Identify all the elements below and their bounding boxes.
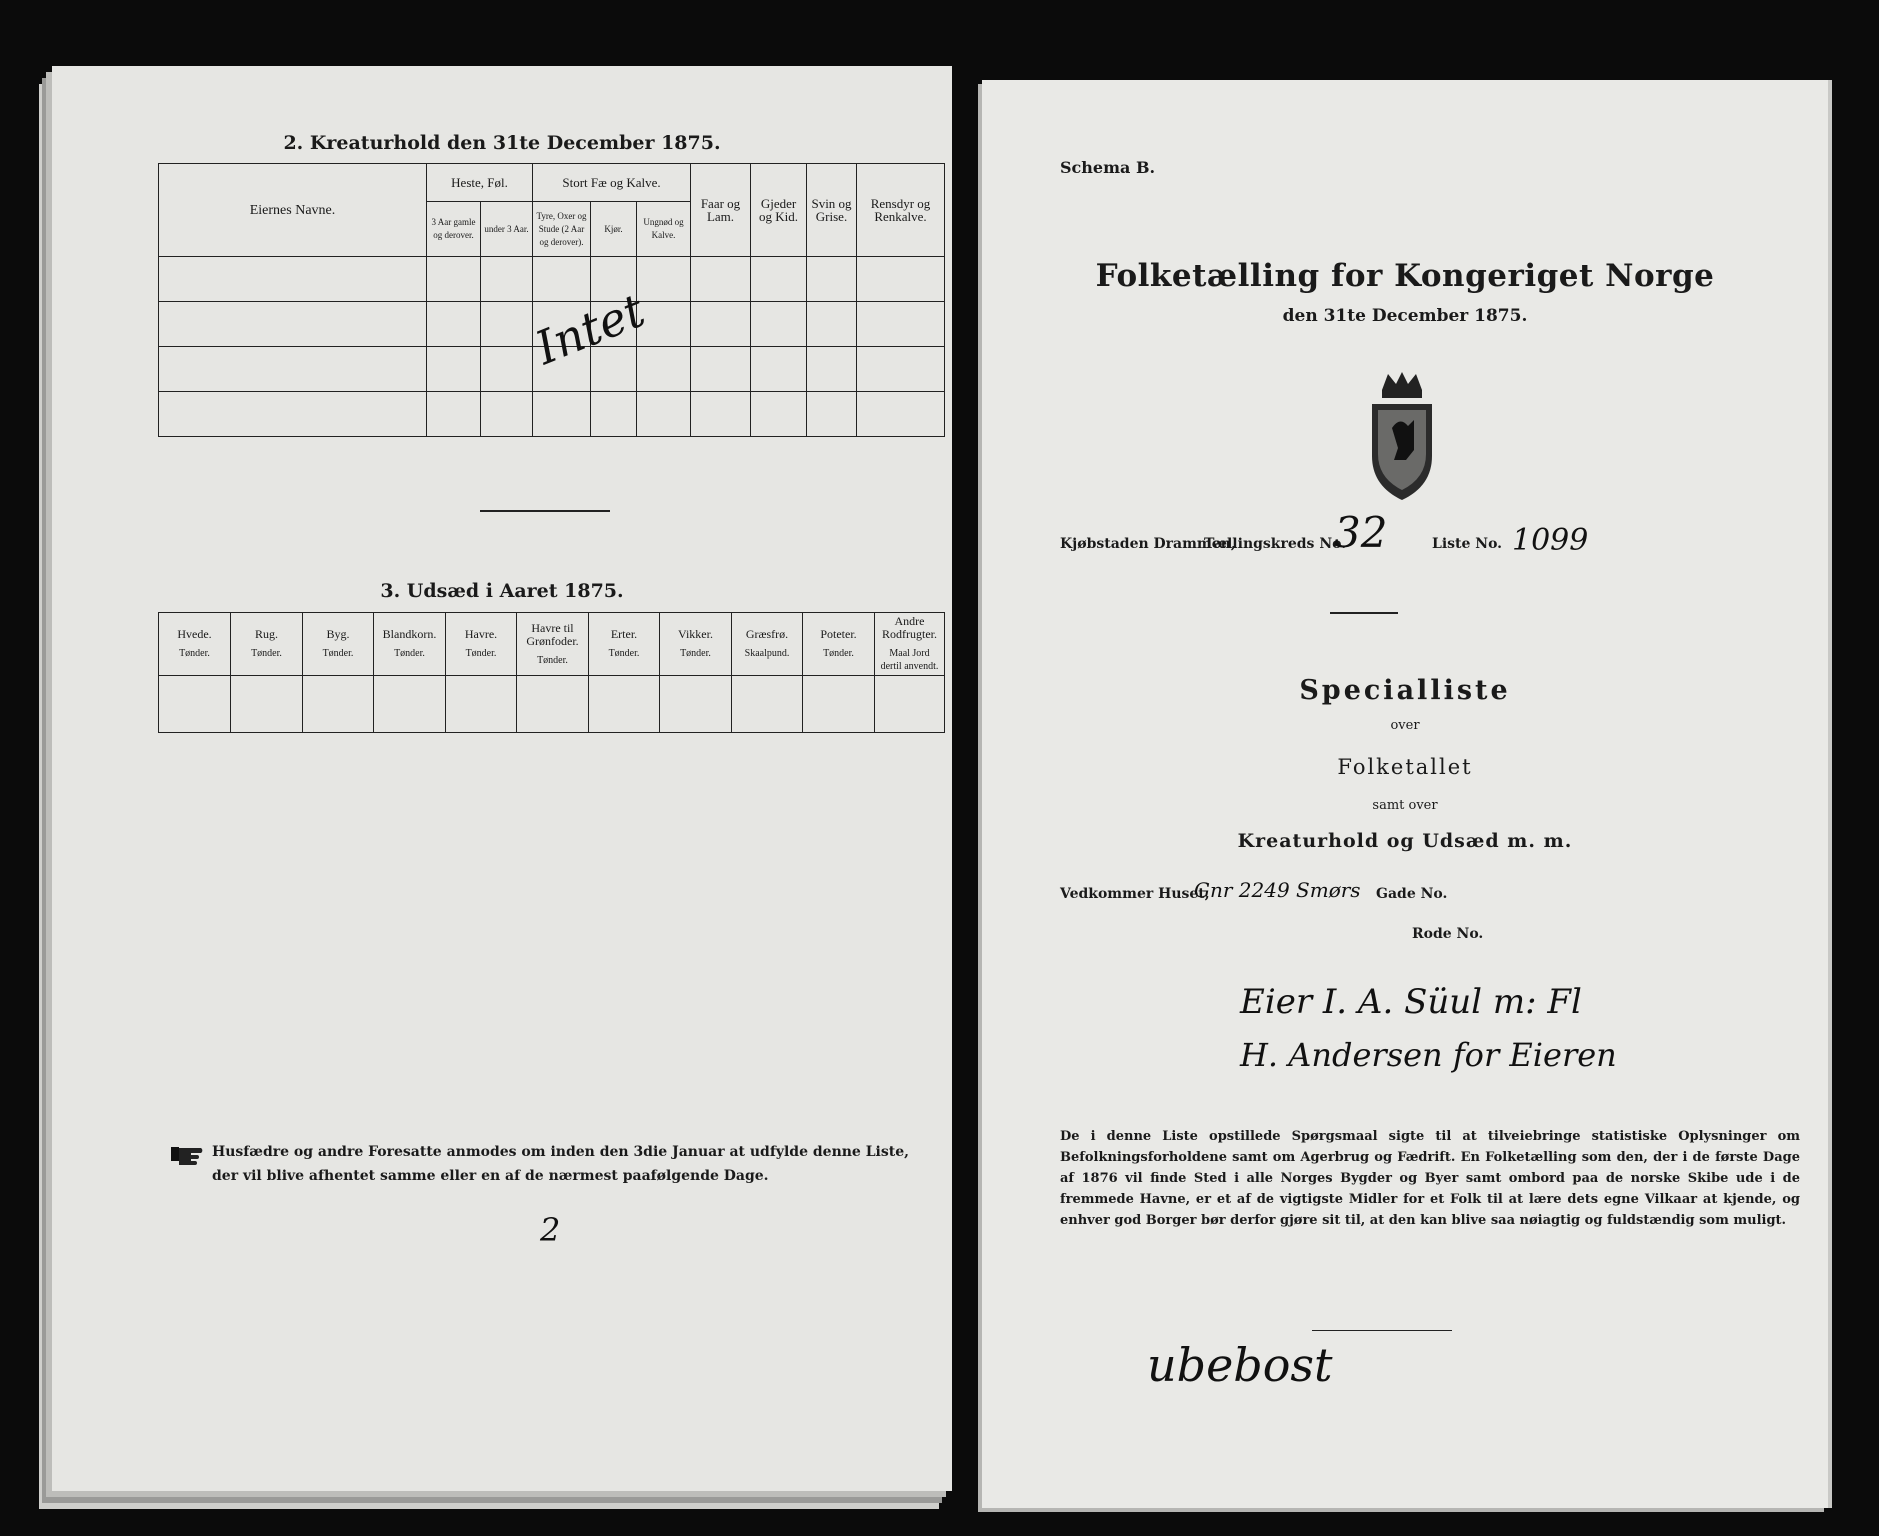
column-name: Hvede. [177, 627, 212, 641]
divider [1312, 1330, 1452, 1331]
vedkommer-handwriting: Gnr 2249 Smørs [1194, 878, 1361, 902]
sowing-header-row [159, 613, 945, 676]
sowing-column-header [374, 613, 446, 676]
specialliste-title: Specialliste [1299, 675, 1511, 706]
table-row [159, 392, 945, 437]
gjeder-header: Gjeder og Kid. [751, 164, 807, 257]
gade-label: Gade No. [1376, 886, 1448, 902]
rode-label: Rode No. [1412, 926, 1484, 942]
column-unit: Skaalpund. [744, 648, 790, 659]
footer-paragraph: De i denne Liste opstillede Spørgsmaal sigte til at tilveiebringe statistiske Oplysninger om Befolkningsforholdene samt om Agerbrug og Fædrift. En Folketælling som den, der i de første Dage af 1876 vil finde Sted i alle Norges Bygder og Byer samt ombord paa de norske Skibe ude i de fremmede Havne, er et af de vigtigste Midler for et Folk til at lære dets egne Vilkaar at kjende, og enhver god Borger bør derfor gjøre sit til, at den kan blive saa nøiagtig og fuldstændig som muligt. [1060, 1129, 1800, 1228]
sowing-table [158, 612, 945, 733]
column-unit: Tønder. [537, 654, 568, 666]
column-name: Poteter. [820, 627, 857, 641]
signature-handwriting: H. Andersen for Eieren [1240, 1036, 1617, 1074]
divider [480, 510, 610, 512]
column-name: Havre til Grønfoder. [526, 620, 579, 648]
sowing-column-header [517, 613, 589, 676]
owner-handwriting: Eier I. A. Süul m: Fl [1240, 982, 1582, 1022]
page-mark: 2 [540, 1211, 561, 1249]
folketallet-text: Folketallet [1337, 755, 1473, 779]
ungnod-header: Ungnød og Kalve. [637, 202, 691, 257]
sowing-column-header [303, 613, 374, 676]
liste-label: Liste No. [1432, 536, 1503, 552]
handwritten-intet: Intet [527, 282, 653, 376]
schema-label: Schema B. [1060, 158, 1156, 177]
column-unit: Tønder. [465, 648, 497, 659]
sowing-column-header [446, 613, 517, 676]
census-subtitle: den 31te December 1875. [1282, 306, 1528, 326]
column-name: Græsfrø. [745, 627, 789, 641]
column-unit: Tønder. [608, 648, 640, 659]
livestock-table [158, 163, 945, 437]
sowing-column-header [732, 613, 803, 676]
owner-header: Eiernes Navne. [159, 164, 427, 257]
kjor-header: Kjør. [591, 202, 637, 257]
table-row [159, 676, 945, 733]
column-name: Rug. [254, 627, 278, 641]
census-title: Folketælling for Kongeriget Norge [1095, 258, 1715, 294]
heste-old-header: 3 Aar gamle og derover. [427, 202, 481, 257]
pointing-hand-icon [169, 1141, 199, 1167]
column-unit: Tønder. [823, 648, 854, 659]
liste-number: 1099 [1512, 523, 1589, 558]
column-unit: Tønder. [322, 648, 354, 659]
sowing-column-header [803, 613, 875, 676]
notice-text: Husfædre og andre Foresatte anmodes om inden den 3die Januar at udfylde denne Liste, der vil blive afhentet samme eller en af de nærmest paafølgende Dage. [212, 1144, 909, 1184]
kreds-number: 32 [1334, 508, 1388, 557]
over-text: over [1390, 718, 1420, 733]
kreaturhold-text: Kreaturhold og Udsæd m. m. [1237, 830, 1573, 852]
column-name: Havre. [464, 627, 498, 641]
vedkommer-label: Vedkommer Huset, [1060, 886, 1210, 902]
coat-of-arms-icon [1366, 370, 1438, 502]
column-unit: Tønder. [680, 648, 711, 659]
rensdyr-header: Rensdyr og Renkalve. [857, 164, 945, 257]
left-page [52, 66, 952, 1491]
kreds-label: Tællingskreds No. [1204, 536, 1347, 552]
column-unit: Maal Jord dertil anvendt. [880, 648, 939, 672]
tyre-header: Tyre, Oxer og Stude (2 Aar og derover). [533, 202, 591, 257]
sowing-column-header [159, 613, 231, 676]
right-page [982, 80, 1828, 1508]
heste-header: Heste, Føl. [427, 164, 533, 202]
faar-header: Faar og Lam. [691, 164, 751, 257]
sowing-column-header [875, 613, 945, 676]
ubebost-handwriting: ubebost [1147, 1338, 1333, 1392]
column-name: Erter. [610, 627, 638, 641]
section2-title: 2. Kreaturhold den 31te December 1875. [283, 132, 721, 154]
stort-fae-header: Stort Fæ og Kalve. [533, 164, 691, 202]
divider [1330, 612, 1398, 614]
section3-title: 3. Udsæd i Aaret 1875. [380, 580, 624, 602]
kjobstad-label: Kjøbstaden Drammen, [1060, 536, 1236, 552]
sowing-column-header [660, 613, 732, 676]
column-name: Byg. [326, 627, 350, 641]
column-unit: Tønder. [251, 648, 282, 659]
column-name: Blandkorn. [382, 627, 437, 641]
column-unit: Tønder. [179, 648, 210, 659]
column-name: Vikker. [678, 627, 713, 641]
svin-header: Svin og Grise. [807, 164, 857, 257]
table-row [159, 257, 945, 302]
samt-over-text: samt over [1372, 798, 1438, 813]
sowing-column-header [231, 613, 303, 676]
heste-young-header: under 3 Aar. [481, 202, 533, 257]
sowing-column-header [589, 613, 660, 676]
column-name: Andre Rodfrugter. [882, 614, 937, 641]
column-unit: Tønder. [394, 648, 425, 659]
